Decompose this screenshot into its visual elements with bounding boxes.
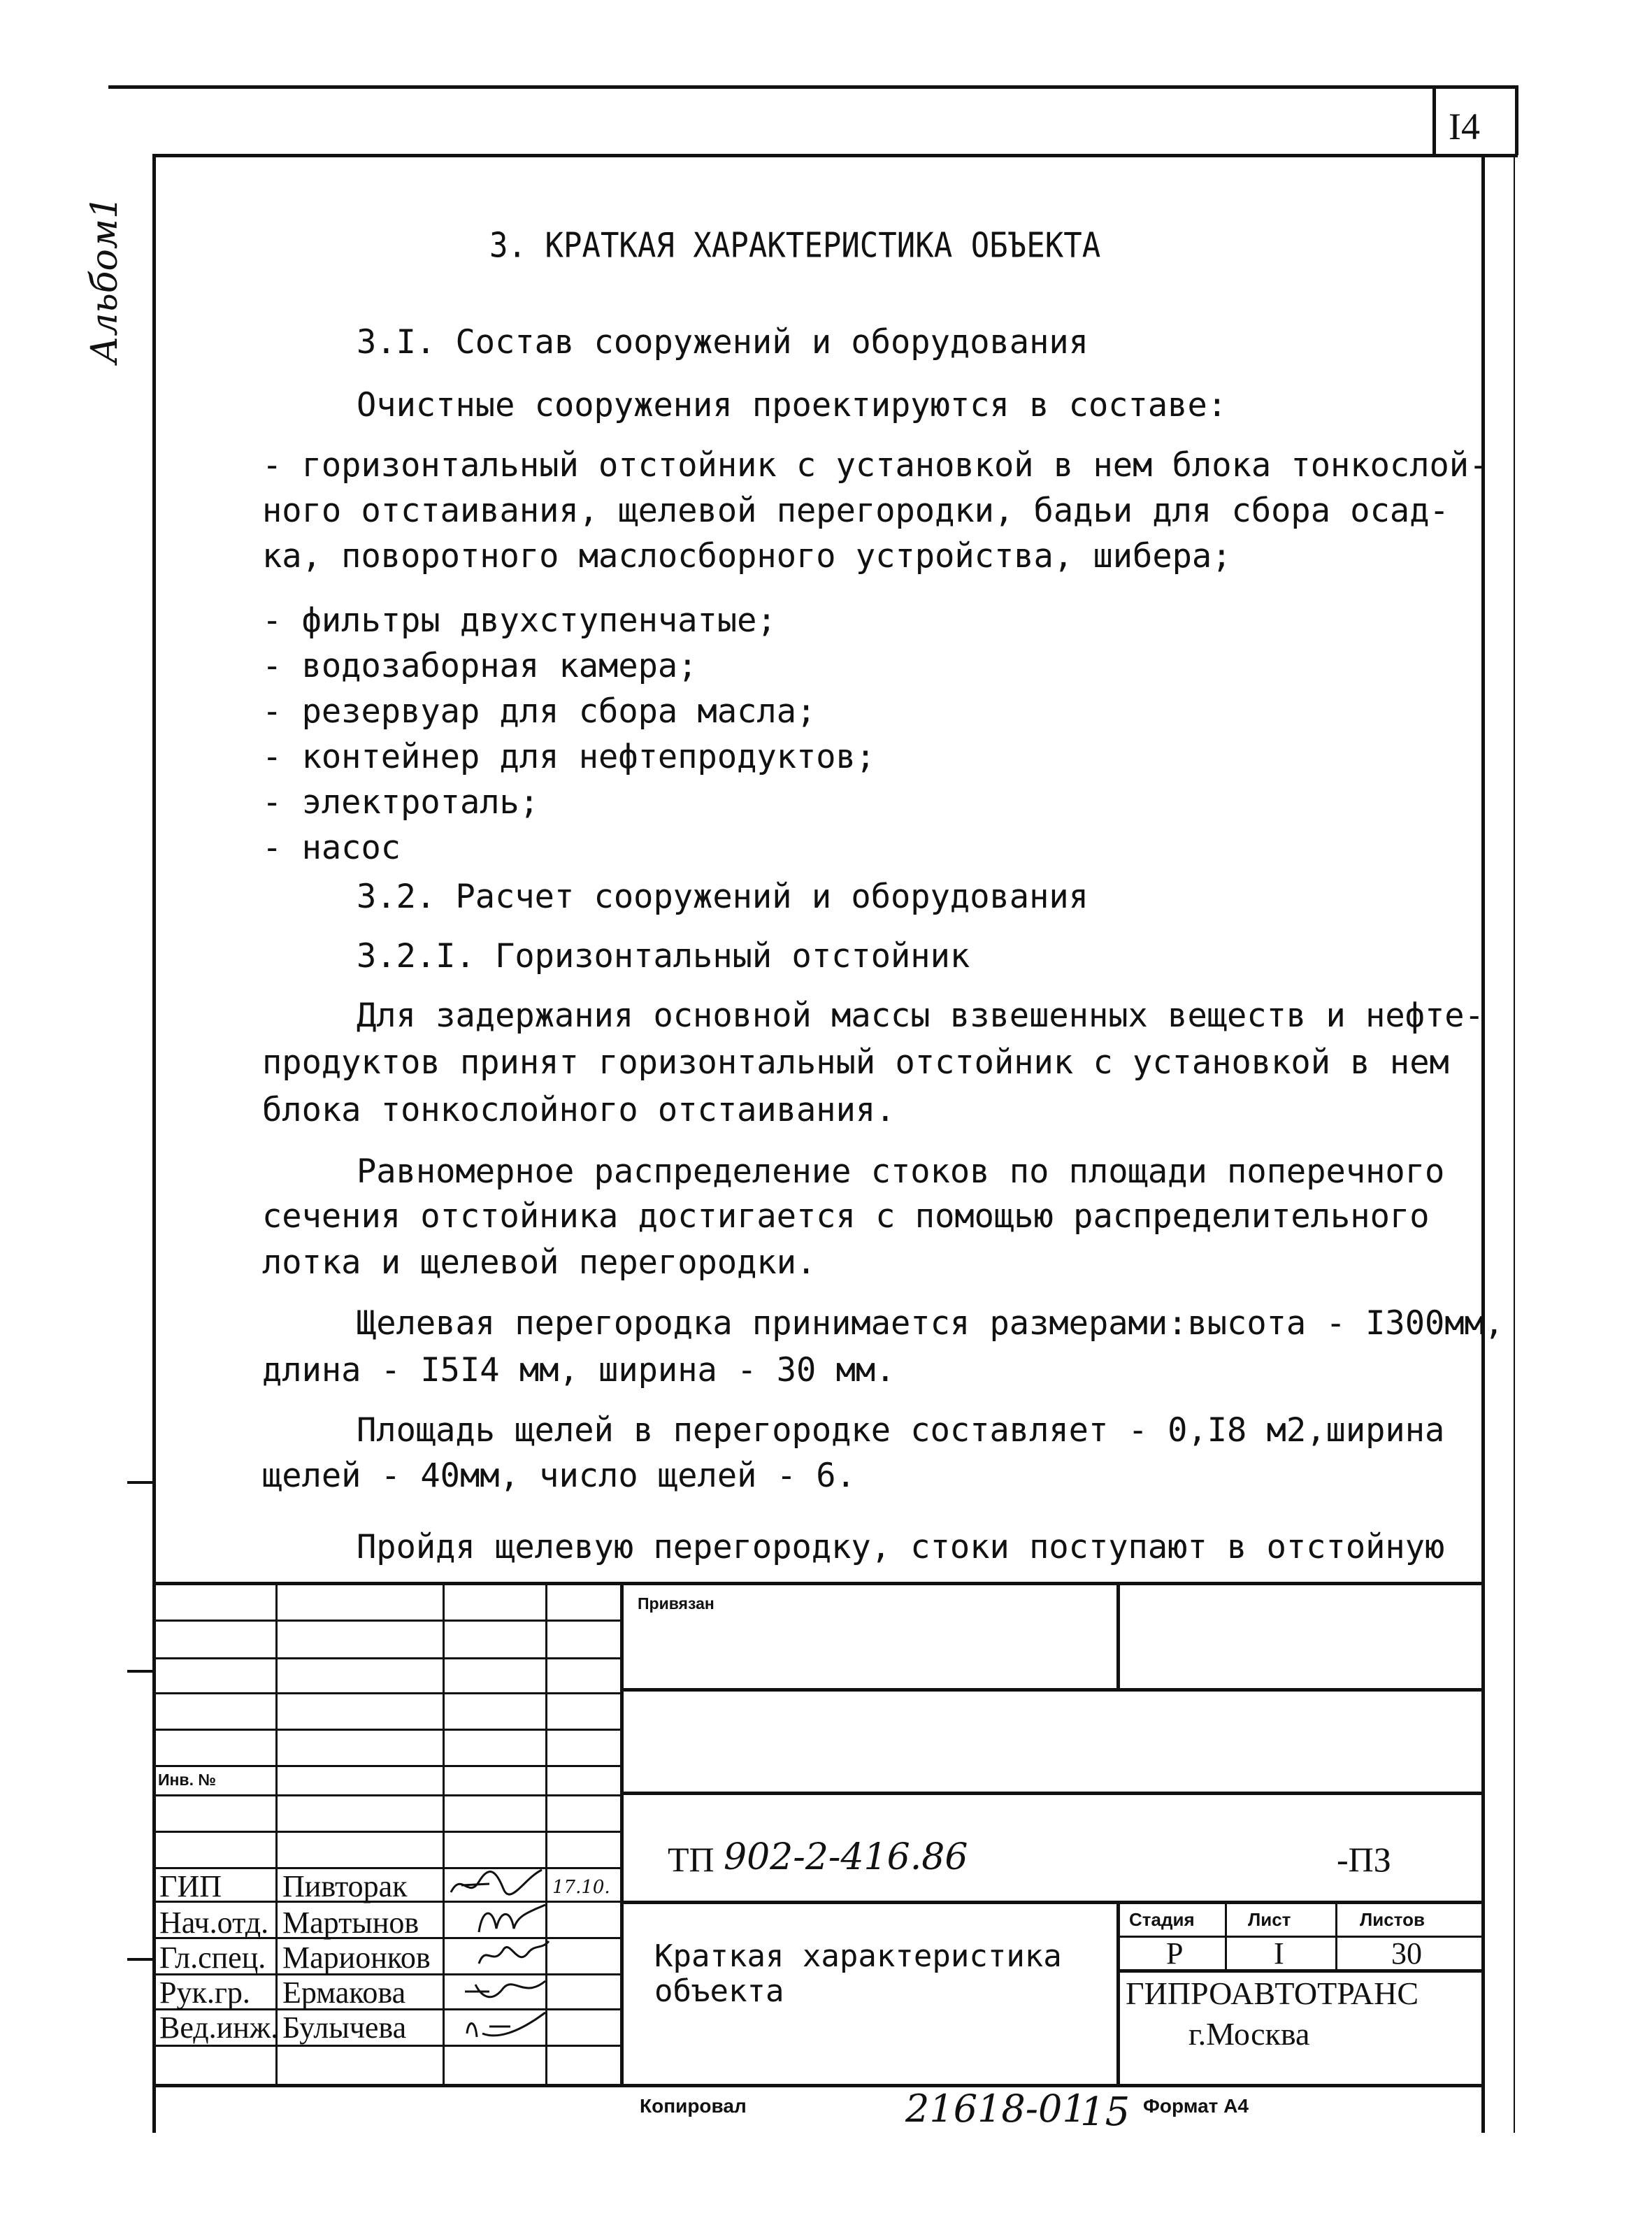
role-chief-spec: Гл.спец. <box>159 1940 266 1975</box>
top-edge-line <box>108 85 1517 89</box>
list-item: - водозаборная камера; <box>262 647 698 685</box>
paragraph-line: Пройдя щелевую перегородку, стоки поступают в отстойную <box>357 1528 1445 1566</box>
list-item: - фильтры двухступенчатые; <box>262 601 777 640</box>
name-group-lead: Ермакова <box>282 1975 406 2010</box>
name-head: Мартынов <box>282 1906 419 1940</box>
stamp-right-line <box>620 1792 1484 1795</box>
frame-left <box>152 154 156 2133</box>
list-long-line: ного отстаивания, щелевой перегородки, бадьи для сбора осад- <box>262 492 1449 530</box>
left-tick <box>127 1958 154 1961</box>
paragraph-line: продуктов принят горизонтальный отстойник с установкой в нем <box>262 1043 1449 1082</box>
stamp-row-line <box>152 1765 621 1767</box>
paragraph-line: Равномерное распределение стоков по площади поперечного <box>357 1152 1445 1191</box>
list-long-line: ка, поворотного маслосборного устройства, шибера; <box>262 537 1232 576</box>
stamp-row-line <box>152 1831 621 1833</box>
inventory-number-label: Инв. № <box>158 1771 216 1789</box>
sheets-value: 30 <box>1391 1936 1422 1971</box>
paragraph-line: блока тонкослойного отстаивания. <box>262 1091 896 1129</box>
role-lead-eng: Вед.инж. <box>159 2010 279 2045</box>
sheet-label: Лист <box>1248 1909 1291 1930</box>
stamp-bottom <box>152 2084 1485 2087</box>
signature-gip <box>447 1864 545 1901</box>
page-number: I4 <box>1449 106 1480 148</box>
signature-group-lead <box>461 1971 552 2008</box>
list-item: - контейнер для нефтепродуктов; <box>262 738 876 776</box>
name-gip: Пивторак <box>282 1869 408 1903</box>
stamp-row-line <box>152 1620 621 1622</box>
list-item: - насос <box>262 829 401 867</box>
document-title-line-1: Краткая характеристика <box>654 1938 1062 1974</box>
stadia-label: Стадия <box>1129 1909 1195 1930</box>
stamp-right-divider <box>1116 1582 1120 1688</box>
list-item: - электроталь; <box>262 783 540 822</box>
organization: ГИПРОАВТОТРАНС <box>1126 1975 1419 2011</box>
list-item: - резервуар для сбора масла; <box>262 692 817 731</box>
name-lead-eng: Булычева <box>282 2010 407 2045</box>
subsection-3-1: 3.I. Состав сооружений и оборудования <box>357 323 1089 362</box>
role-gip: ГИП <box>159 1869 222 1903</box>
sheet-number: 15 <box>1080 2089 1130 2135</box>
paragraph-line: сечения отстойника достигается с помощью распределительного <box>262 1197 1430 1236</box>
stamp-right-line <box>620 1901 1484 1904</box>
outer-right-line <box>1514 154 1515 2133</box>
role-head: Нач.отд. <box>159 1906 269 1940</box>
paragraph-line: Площадь щелей в перегородке составляет - 0,I8 м2,ширина <box>357 1411 1445 1450</box>
doc-suffix: -ПЗ <box>1337 1840 1391 1879</box>
stamp-right-divider <box>1116 1901 1120 2085</box>
city: г.Москва <box>1188 2016 1310 2052</box>
archive-number: 21618-01 <box>905 2087 1086 2131</box>
margin-note: Альбом1 <box>84 195 126 364</box>
signature-lead-eng <box>461 2006 552 2045</box>
stadia-value: Р <box>1166 1936 1184 1971</box>
sheet-value: I <box>1274 1936 1284 1971</box>
stamp-row-line <box>152 1657 621 1659</box>
subsection-3-2-1: 3.2.I. Горизонтальный отстойник <box>357 937 970 975</box>
left-tick <box>127 1670 154 1673</box>
paragraph-line: длина - I5I4 мм, ширина - 30 мм. <box>262 1351 896 1389</box>
paragraph-line: лотка и щелевой перегородки. <box>262 1243 817 1282</box>
stamp-right-line <box>620 1688 1484 1692</box>
document-title-line-2: объекта <box>654 1973 784 2009</box>
subsection-3-2: 3.2. Расчет сооружений и оборудования <box>357 878 1089 916</box>
privyazan-label: Привязан <box>638 1594 714 1613</box>
page-number-box-left <box>1432 85 1436 155</box>
stamp-row-line <box>152 1692 621 1694</box>
signature-head <box>475 1901 552 1938</box>
list-long-line: - горизонтальный отстойник с установкой в нем блока тонкослой- <box>262 446 1489 485</box>
stamp-stadia-col <box>1225 1901 1227 1971</box>
paragraph-line: Для задержания основной массы взвешенных веществ и нефте- <box>357 996 1484 1035</box>
role-group-lead: Рук.гр. <box>159 1975 250 2010</box>
stamp-stadia-col <box>1335 1901 1337 1971</box>
stamp-row-line <box>152 1729 621 1731</box>
doc-prefix: ТП <box>668 1840 714 1879</box>
stamp-row-line <box>152 1794 621 1796</box>
stamp-top <box>152 1582 1485 1585</box>
date: 17.10. <box>552 1877 610 1898</box>
paragraph-line: Щелевая перегородка принимается размерами:высота - I300мм, <box>357 1304 1504 1343</box>
section-title: 3. КРАТКАЯ ХАРАКТЕРИСТИКА ОБЪЕКТА <box>489 225 1101 266</box>
doc-code: 902-2-416.86 <box>724 1836 968 1878</box>
left-tick <box>127 1481 154 1484</box>
copied-label: Копировал <box>640 2095 747 2117</box>
sheets-label: Листов <box>1360 1909 1425 1930</box>
name-chief-spec: Марионков <box>282 1940 431 1975</box>
paragraph-line: щелей - 40мм, число щелей - 6. <box>262 1457 856 1495</box>
frame-top <box>152 154 1518 157</box>
signature-chief-spec <box>475 1936 552 1973</box>
page-number-box-right <box>1515 85 1518 155</box>
format-label: Формат А4 <box>1143 2095 1249 2117</box>
intro-line: Очистные сооружения проектируются в составе: <box>357 386 1228 424</box>
